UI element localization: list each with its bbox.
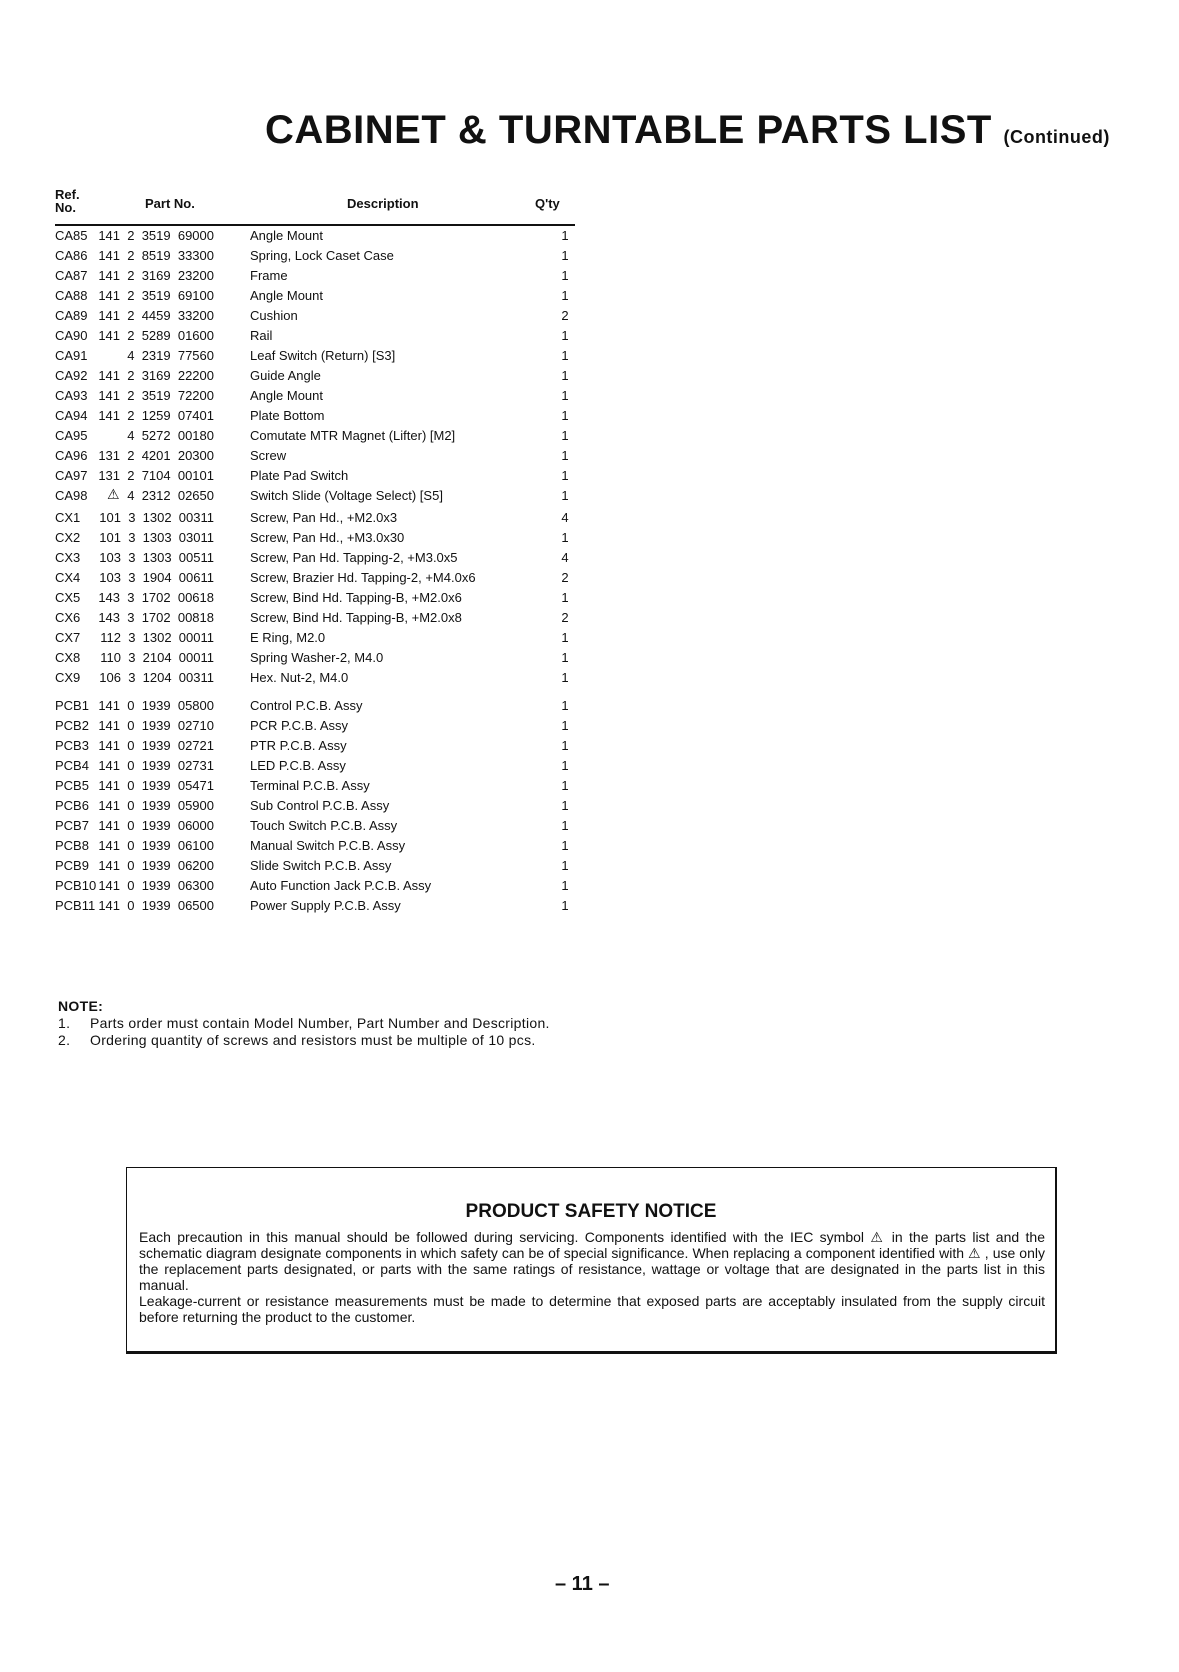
description-cell: Touch Switch P.C.B. Assy xyxy=(250,818,398,833)
part-no-cell: 103 3 1904 00611 xyxy=(99,570,214,585)
ref-cell: CX3 xyxy=(55,550,81,565)
description-cell: Cushion xyxy=(250,308,298,323)
note-item-text: Ordering quantity of screws and resistors must be multiple of 10 pcs. xyxy=(90,1032,536,1048)
ref-cell: CX9 xyxy=(55,670,81,685)
header-part-no: Part No. xyxy=(145,196,195,211)
part-no-cell: 112 3 1302 00011 xyxy=(100,630,214,645)
table-row xyxy=(55,588,575,608)
description-cell: Plate Pad Switch xyxy=(250,468,349,483)
description-cell: Screw, Pan Hd. Tapping-2, +M3.0x5 xyxy=(250,550,458,565)
description-cell: Comutate MTR Magnet (Lifter) [M2] xyxy=(250,428,456,443)
part-no-cell: 141 0 1939 05471 xyxy=(98,778,214,793)
ref-cell: PCB4 xyxy=(55,758,89,773)
part-no-cell: 141 2 3169 23200 xyxy=(98,268,214,283)
safety-body xyxy=(139,1229,1045,1325)
qty-cell: 1 xyxy=(561,408,569,423)
qty-cell: 1 xyxy=(561,328,569,343)
description-cell: Switch Slide (Voltage Select) [S5] xyxy=(250,488,443,503)
qty-cell: 1 xyxy=(561,348,569,363)
qty-cell: 1 xyxy=(561,630,569,645)
part-no-cell: 101 3 1303 03011 xyxy=(99,530,214,545)
part-no-cell: 141 0 1939 06000 xyxy=(98,818,214,833)
table-header xyxy=(55,188,575,226)
qty-cell: 1 xyxy=(561,698,569,713)
part-no-cell: 141 0 1939 02721 xyxy=(98,738,214,753)
title-text: CABINET & TURNTABLE PARTS LIST xyxy=(265,108,992,152)
product-safety-notice xyxy=(126,1167,1057,1354)
ref-cell: CA91 xyxy=(55,348,88,363)
part-no-cell: 103 3 1303 00511 xyxy=(99,550,214,565)
ref-cell: CA98 xyxy=(55,488,88,503)
qty-cell: 1 xyxy=(561,798,569,813)
parts-group-cx xyxy=(55,508,575,688)
qty-cell: 1 xyxy=(561,288,569,303)
part-no-cell: 141 0 1939 06500 xyxy=(98,898,214,913)
note-item-number: 1. xyxy=(58,1015,71,1031)
description-cell: LED P.C.B. Assy xyxy=(250,758,346,773)
description-cell: Frame xyxy=(250,268,288,283)
ref-cell: CA96 xyxy=(55,448,88,463)
parts-group-pcb xyxy=(55,696,575,916)
table-row xyxy=(55,716,575,736)
ref-cell: PCB10 xyxy=(55,878,97,893)
description-cell: PCR P.C.B. Assy xyxy=(250,718,349,733)
description-cell: Screw, Pan Hd., +M2.0x3 xyxy=(250,510,398,525)
ref-cell: CX8 xyxy=(55,650,81,665)
note-item-text: Parts order must contain Model Number, Part Number and Description. xyxy=(90,1015,550,1031)
part-no-cell: 141 0 1939 02731 xyxy=(98,758,214,773)
safety-paragraph-2: Leakage-current or resistance measurements must be made to determine that exposed parts are acceptably insulated from the supply circuit before returning the product to the customer. xyxy=(139,1293,1045,1325)
table-row xyxy=(55,266,575,286)
table-row xyxy=(55,326,575,346)
table-row xyxy=(55,608,575,628)
ref-cell: CA97 xyxy=(55,468,88,483)
table-row xyxy=(55,466,575,486)
ref-cell: CA87 xyxy=(55,268,88,283)
table-row xyxy=(55,696,575,716)
part-no-cell: 141 2 3519 69000 xyxy=(98,228,214,243)
qty-cell: 2 xyxy=(561,570,569,585)
parts-group-ca xyxy=(55,226,575,506)
description-cell: Slide Switch P.C.B. Assy xyxy=(250,858,392,873)
ref-cell: PCB2 xyxy=(55,718,89,733)
description-cell: E Ring, M2.0 xyxy=(250,630,326,645)
description-cell: Screw, Pan Hd., +M3.0x30 xyxy=(250,530,405,545)
header-ref-line1: Ref. xyxy=(55,187,80,202)
header-description: Description xyxy=(347,196,419,211)
table-row xyxy=(55,776,575,796)
page-number: – 11 – xyxy=(555,1573,610,1595)
description-cell: Angle Mount xyxy=(250,288,323,303)
part-no-cell: 143 3 1702 00818 xyxy=(98,610,214,625)
ref-cell: CA95 xyxy=(55,428,88,443)
table-row xyxy=(55,446,575,466)
table-row xyxy=(55,306,575,326)
part-no-cell: 131 2 4201 20300 xyxy=(98,448,214,463)
qty-cell: 1 xyxy=(561,878,569,893)
table-row xyxy=(55,756,575,776)
ref-cell: CX1 xyxy=(55,510,81,525)
note-item xyxy=(58,1032,573,1049)
page-title xyxy=(265,108,1110,153)
ref-cell: CX2 xyxy=(55,530,81,545)
part-no-cell: 141 2 5289 01600 xyxy=(98,328,214,343)
qty-cell: 2 xyxy=(561,308,569,323)
description-cell: Manual Switch P.C.B. Assy xyxy=(250,838,406,853)
title-continued: (Continued) xyxy=(1003,127,1110,147)
header-ref-line2: No. xyxy=(55,200,76,215)
safety-title: PRODUCT SAFETY NOTICE xyxy=(465,1201,717,1222)
ref-cell: PCB1 xyxy=(55,698,89,713)
description-cell: Power Supply P.C.B. Assy xyxy=(250,898,401,913)
ref-cell: PCB9 xyxy=(55,858,89,873)
table-row xyxy=(55,246,575,266)
qty-cell: 1 xyxy=(561,650,569,665)
safety-warning-icon: ⚠ xyxy=(107,486,120,502)
ref-cell: CX7 xyxy=(55,630,81,645)
table-row xyxy=(55,426,575,446)
part-no-cell: 106 3 1204 00311 xyxy=(99,670,214,685)
description-cell: Spring, Lock Caset Case xyxy=(250,248,394,263)
description-cell: Screw, Brazier Hd. Tapping-2, +M4.0x6 xyxy=(250,570,476,585)
part-no-cell: 4 2319 77560 xyxy=(127,348,214,363)
description-cell: Guide Angle xyxy=(250,368,321,383)
description-cell: Screw xyxy=(250,448,287,463)
table-row xyxy=(55,406,575,426)
ref-cell: CA90 xyxy=(55,328,88,343)
table-row xyxy=(55,856,575,876)
note-section xyxy=(58,998,573,1049)
ref-cell: PCB5 xyxy=(55,778,89,793)
note-item-number: 2. xyxy=(58,1032,71,1048)
description-cell: PTR P.C.B. Assy xyxy=(250,738,347,753)
note-item xyxy=(58,1015,573,1032)
qty-cell: 1 xyxy=(561,738,569,753)
part-no-cell: 4 5272 00180 xyxy=(127,428,214,443)
ref-cell: PCB3 xyxy=(55,738,89,753)
ref-cell: PCB7 xyxy=(55,818,89,833)
part-no-cell: 143 3 1702 00618 xyxy=(98,590,214,605)
header-qty: Q'ty xyxy=(535,196,560,211)
description-cell: Hex. Nut-2, M4.0 xyxy=(250,670,349,685)
table-row xyxy=(55,286,575,306)
qty-cell: 1 xyxy=(561,468,569,483)
table-row xyxy=(55,896,575,916)
part-no-cell: 141 0 1939 05900 xyxy=(98,798,214,813)
part-no-cell: 141 0 1939 06300 xyxy=(98,878,214,893)
table-row xyxy=(55,736,575,756)
table-row xyxy=(55,548,575,568)
part-no-cell: 141 2 8519 33300 xyxy=(98,248,214,263)
qty-cell: 1 xyxy=(561,368,569,383)
description-cell: Plate Bottom xyxy=(250,408,325,423)
ref-cell: CA88 xyxy=(55,288,88,303)
table-row xyxy=(55,486,575,506)
ref-cell: CA93 xyxy=(55,388,88,403)
ref-cell: CA92 xyxy=(55,368,88,383)
part-no-cell: 141 0 1939 05800 xyxy=(98,698,214,713)
table-row xyxy=(55,346,575,366)
qty-cell: 1 xyxy=(561,898,569,913)
part-no-cell: 141 2 3519 69100 xyxy=(98,288,214,303)
note-heading: NOTE: xyxy=(58,998,104,1014)
ref-cell: PCB8 xyxy=(55,838,89,853)
qty-cell: 1 xyxy=(561,778,569,793)
qty-cell: 1 xyxy=(561,818,569,833)
description-cell: Angle Mount xyxy=(250,228,323,243)
table-row xyxy=(55,528,575,548)
qty-cell: 1 xyxy=(561,268,569,283)
table-row xyxy=(55,816,575,836)
qty-cell: 4 xyxy=(561,510,569,525)
table-row xyxy=(55,366,575,386)
ref-cell: CX5 xyxy=(55,590,81,605)
description-cell: Screw, Bind Hd. Tapping-B, +M2.0x8 xyxy=(250,610,462,625)
table-row xyxy=(55,508,575,528)
qty-cell: 1 xyxy=(561,448,569,463)
qty-cell: 1 xyxy=(561,488,569,503)
table-row xyxy=(55,648,575,668)
description-cell: Leaf Switch (Return) [S3] xyxy=(250,348,396,363)
table-row xyxy=(55,836,575,856)
qty-cell: 4 xyxy=(561,550,569,565)
part-no-cell: 141 2 4459 33200 xyxy=(98,308,214,323)
part-no-cell: 131 2 7104 00101 xyxy=(98,468,214,483)
description-cell: Spring Washer-2, M4.0 xyxy=(250,650,384,665)
part-no-cell: 141 0 1939 06200 xyxy=(98,858,214,873)
table-row xyxy=(55,796,575,816)
qty-cell: 1 xyxy=(561,228,569,243)
part-no-cell: 4 2312 02650 xyxy=(127,488,214,503)
description-cell: Control P.C.B. Assy xyxy=(250,698,363,713)
description-cell: Angle Mount xyxy=(250,388,323,403)
qty-cell: 1 xyxy=(561,858,569,873)
description-cell: Sub Control P.C.B. Assy xyxy=(250,798,390,813)
qty-cell: 1 xyxy=(561,388,569,403)
ref-cell: CA94 xyxy=(55,408,88,423)
part-no-cell: 110 3 2104 00011 xyxy=(100,650,214,665)
qty-cell: 1 xyxy=(561,530,569,545)
qty-cell: 1 xyxy=(561,248,569,263)
qty-cell: 1 xyxy=(561,718,569,733)
safety-paragraph-1: Each precaution in this manual should be followed during servicing. Components identified with the IEC symbol ⚠ in the parts list and the schematic diagram designate components in which safety can be of special significance. When replacing a component identified with ⚠ , use only the replacement parts designated, or parts with the same ratings of resistance, wattage or voltage that are designated in the parts list in this manual. xyxy=(139,1229,1045,1293)
ref-cell: PCB6 xyxy=(55,798,89,813)
ref-cell: PCB11 xyxy=(55,898,96,913)
description-cell: Screw, Bind Hd. Tapping-B, +M2.0x6 xyxy=(250,590,462,605)
table-row xyxy=(55,876,575,896)
table-row xyxy=(55,386,575,406)
table-row xyxy=(55,226,575,246)
part-no-cell: 141 0 1939 02710 xyxy=(98,718,214,733)
header-ref xyxy=(55,188,80,214)
qty-cell: 1 xyxy=(561,670,569,685)
description-cell: Terminal P.C.B. Assy xyxy=(250,778,370,793)
part-no-cell: 141 2 3519 72200 xyxy=(98,388,214,403)
part-no-cell: 141 2 1259 07401 xyxy=(98,408,214,423)
description-cell: Auto Function Jack P.C.B. Assy xyxy=(250,878,432,893)
part-no-cell: 101 3 1302 00311 xyxy=(99,510,214,525)
table-row xyxy=(55,668,575,688)
ref-cell: CX4 xyxy=(55,570,81,585)
qty-cell: 2 xyxy=(561,610,569,625)
ref-cell: CA89 xyxy=(55,308,88,323)
part-no-cell: 141 2 3169 22200 xyxy=(98,368,214,383)
ref-cell: CA85 xyxy=(55,228,88,243)
table-row xyxy=(55,568,575,588)
table-row xyxy=(55,628,575,648)
description-cell: Rail xyxy=(250,328,273,343)
qty-cell: 1 xyxy=(561,590,569,605)
qty-cell: 1 xyxy=(561,758,569,773)
ref-cell: CX6 xyxy=(55,610,81,625)
qty-cell: 1 xyxy=(561,838,569,853)
part-no-cell: 141 0 1939 06100 xyxy=(98,838,214,853)
qty-cell: 1 xyxy=(561,428,569,443)
ref-cell: CA86 xyxy=(55,248,88,263)
